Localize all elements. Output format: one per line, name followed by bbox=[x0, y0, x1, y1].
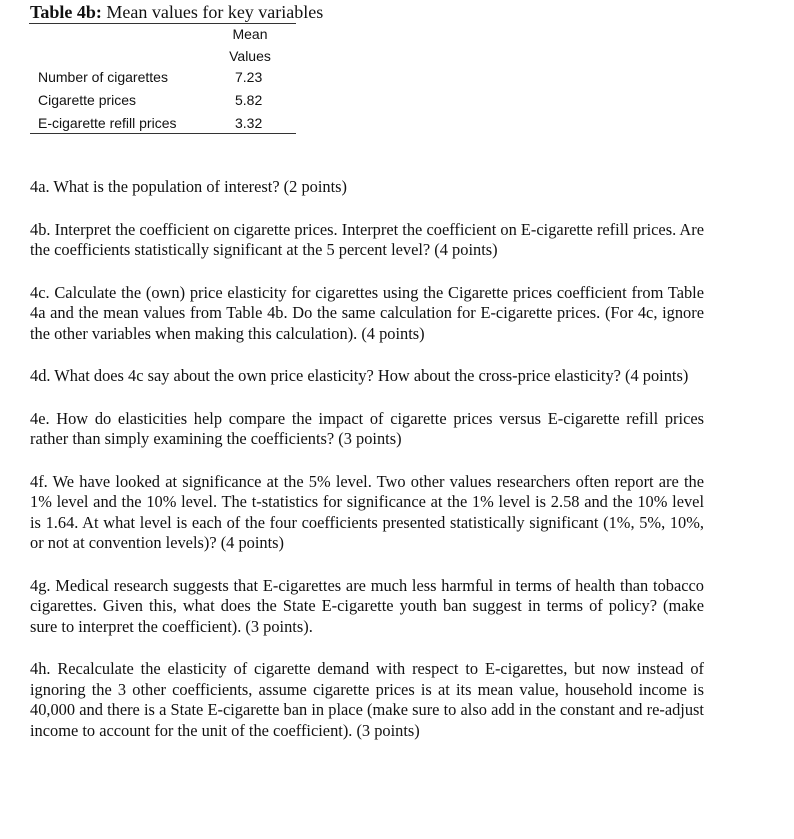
column-header-mean: Mean bbox=[232, 26, 268, 42]
question-4g: 4g. Medical research suggests that E-cigarettes are much less harmful in terms of health than tobacco cigarettes. Given this, what does the State E-cigarette youth ban suggest in terms of policy? (make sure to interpret the coefficient). (3 points). bbox=[30, 575, 704, 636]
table-row bbox=[30, 66, 296, 89]
row-value: 3.32 bbox=[235, 115, 263, 131]
question-4d: 4d. What does 4c say about the own price elasticity? How about the cross-price elasticity? (4 points) bbox=[30, 366, 689, 385]
table-bottom-rule bbox=[30, 133, 296, 134]
table-title-text: Mean values for key variables bbox=[101, 2, 324, 22]
question-4b: 4b. Interpret the coefficient on cigarette prices. Interpret the coefficient on E-cigarette refill prices. Are the coefficients statistically significant at the 5 percent level? (4 points) bbox=[30, 219, 704, 259]
row-label: E-cigarette refill prices bbox=[38, 115, 177, 131]
row-label: Cigarette prices bbox=[38, 92, 137, 108]
question-4c: 4c. Calculate the (own) price elasticity for cigarettes using the Cigarette prices coefficient from Table 4a and the mean values from Table 4b. Do the same calculation for E-cigarette prices. (For 4c, ignore the other variables when making this calculation). (4 points) bbox=[30, 282, 704, 343]
question-4h: 4h. Recalculate the elasticity of cigarette demand with respect to E-cigarettes, but now instead of ignoring the 3 other coefficients, assume cigarette prices is at its mean value, household income is 40,000 and there is a State E-cigarette ban in place (make sure to also add in the constant and re-adjust income to account for the unit of the coefficient). (3 points) bbox=[30, 659, 704, 740]
table-row bbox=[30, 112, 296, 135]
question-4f: 4f. We have looked at significance at the 5% level. Two other values researchers often report are the 1% level and the 10% level. The t-statistics for significance at the 1% level is 2.58 and the 10% level is 1.64. At what level is each of the four coefficients presented statistically significant (1%, 5%, 10%, or not at convention levels)? (4 points) bbox=[30, 471, 704, 552]
question-list bbox=[30, 177, 704, 741]
table-row bbox=[30, 89, 296, 112]
row-value: 7.23 bbox=[235, 69, 263, 85]
question-4e: 4e. How do elasticities help compare the impact of cigarette prices versus E-cigarette refill prices rather than simply examining the coefficients? (3 points) bbox=[30, 408, 704, 448]
row-label: Number of cigarettes bbox=[38, 69, 168, 85]
row-value: 5.82 bbox=[235, 92, 263, 108]
column-header-values: Values bbox=[229, 48, 271, 64]
question-4a: 4a. What is the population of interest? (2 points) bbox=[30, 177, 347, 196]
table-title-label: Table 4b: bbox=[30, 2, 102, 22]
table-title bbox=[30, 1, 323, 23]
